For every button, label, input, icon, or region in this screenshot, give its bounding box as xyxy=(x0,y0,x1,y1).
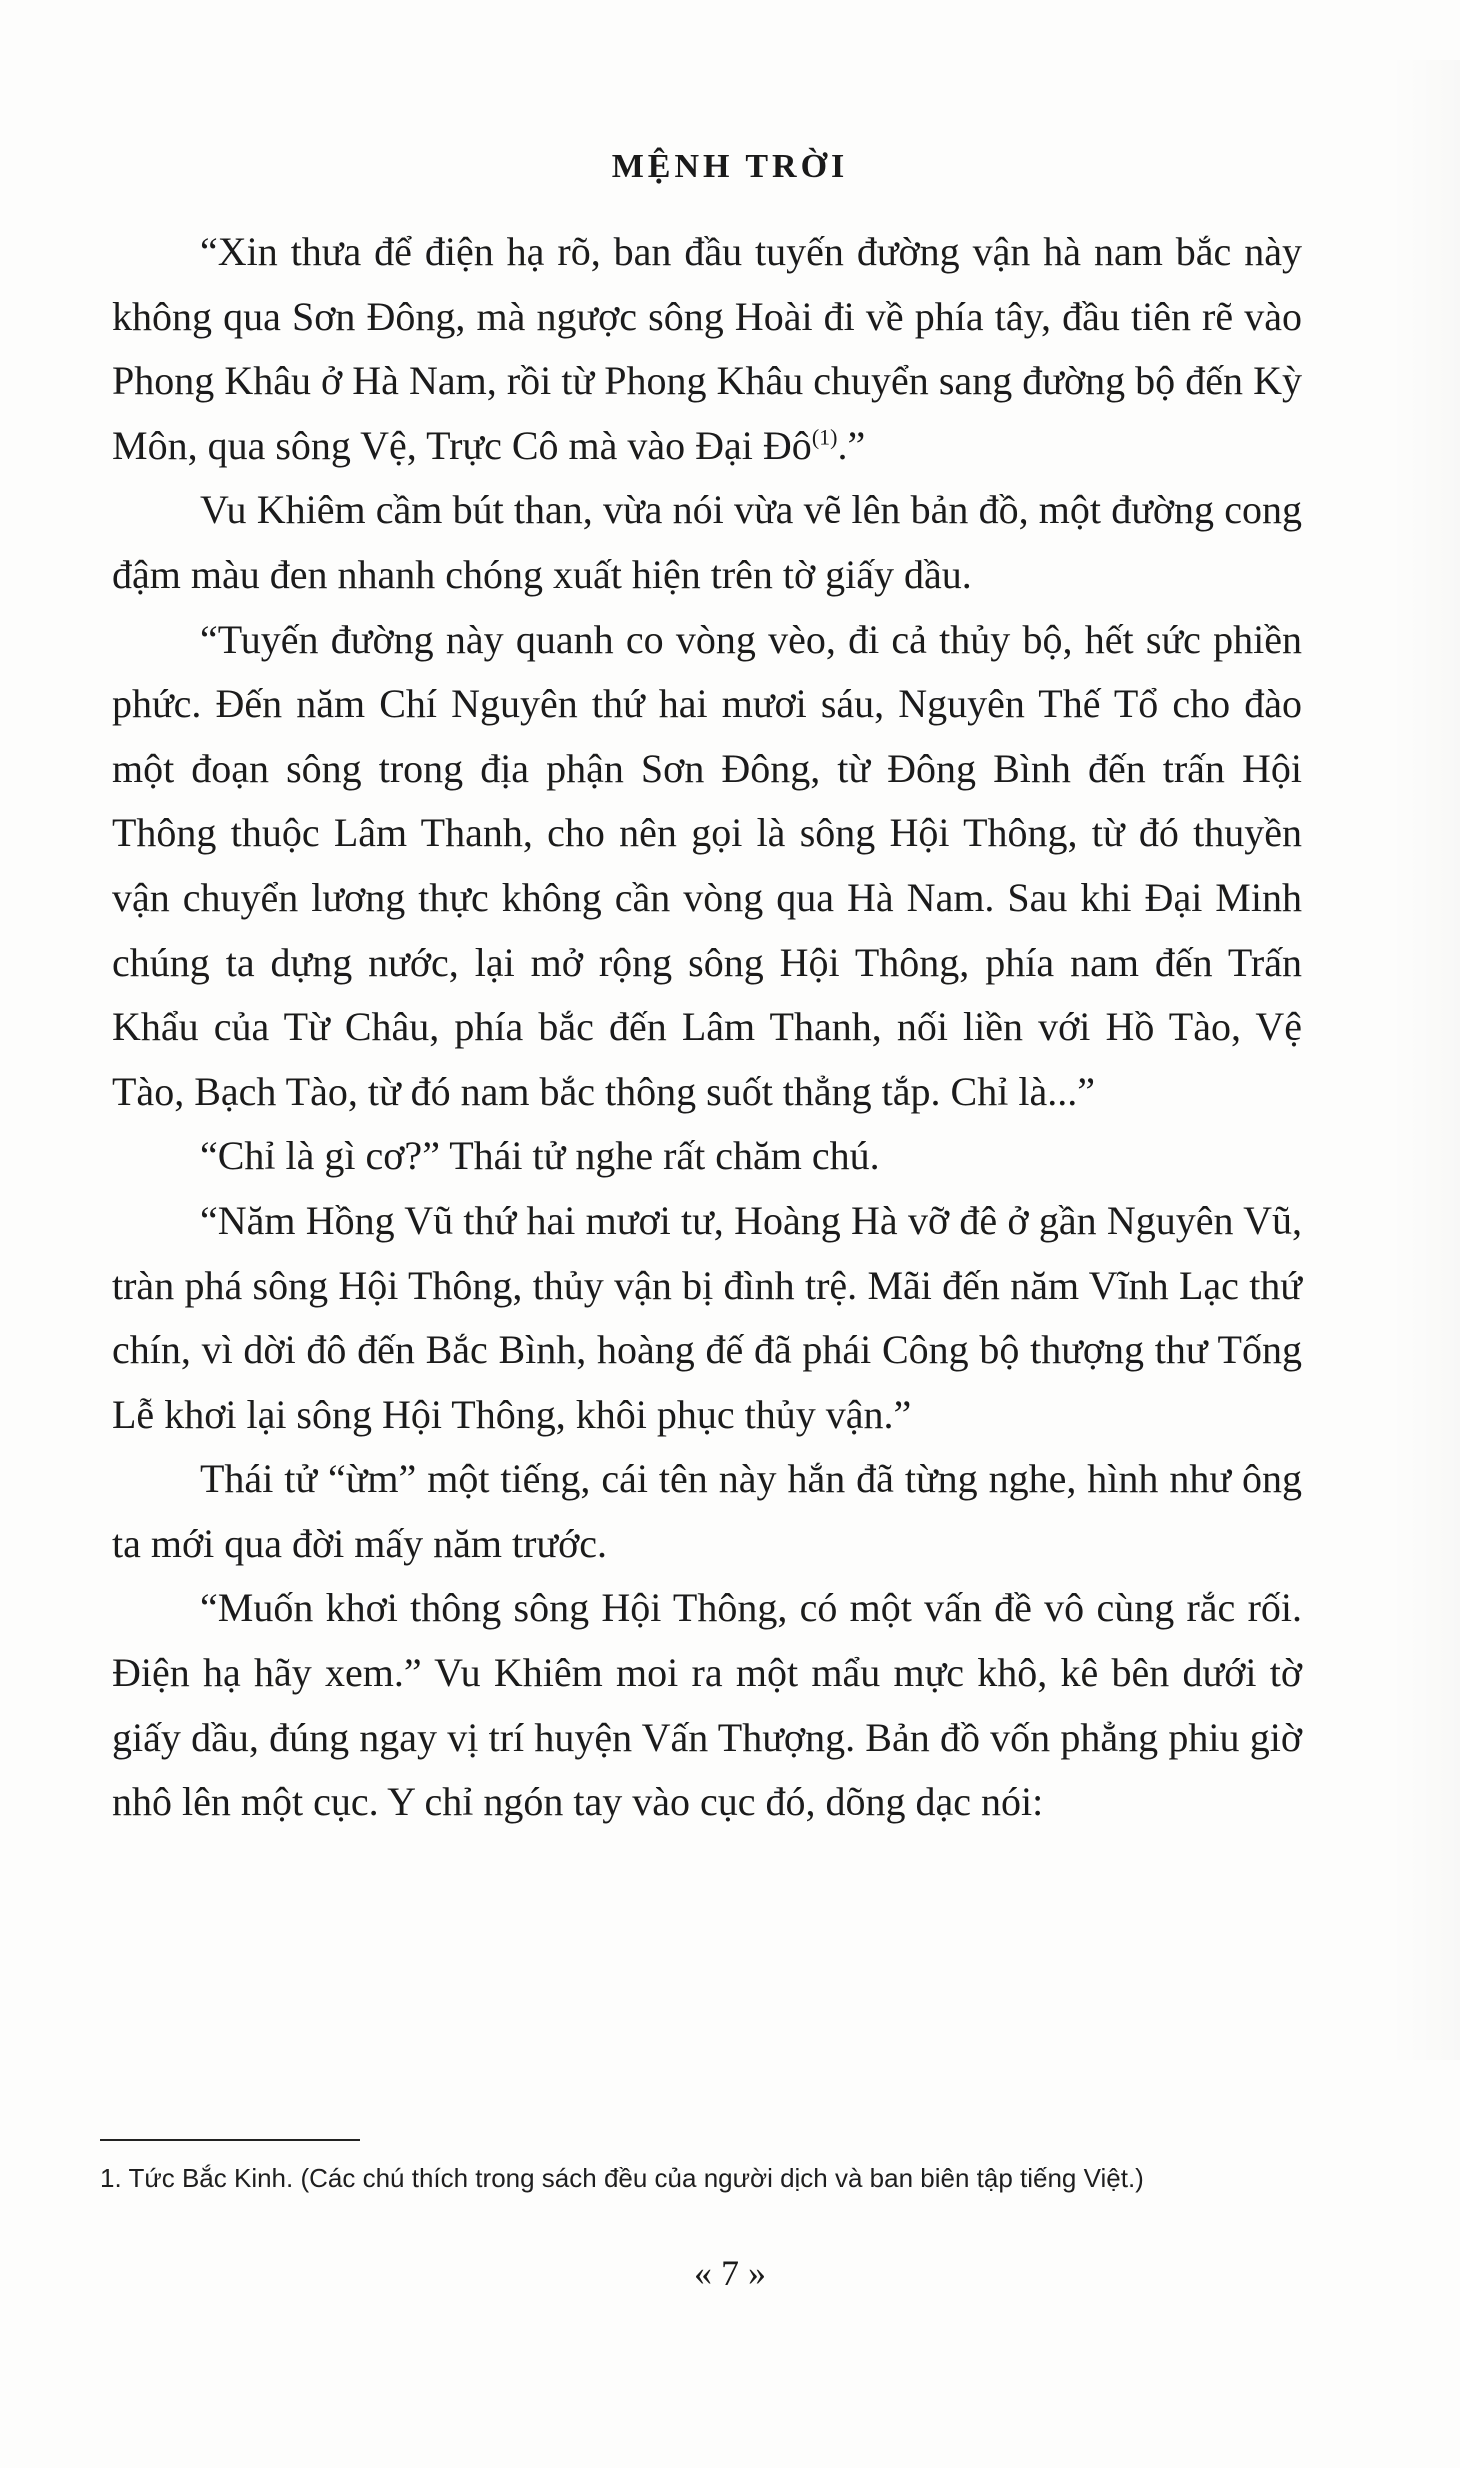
paragraph-7: “Muốn khơi thông sông Hội Thông, có một vấn đề vô cùng rắc rối. Điện hạ hãy xem.” Vu Khiêm moi ra một mẩu mực khô, kê bên dưới tờ giấy dầu, đúng ngay vị trí huyện Vấn Thượng. Bản đồ vốn phẳng phiu giờ nhô lên một cục. Y chỉ ngón tay vào cục đó, dõng dạc nói: xyxy=(112,1585,1302,1825)
page-number: « 7 » xyxy=(694,2253,766,2293)
paragraph-6: Thái tử “ừm” một tiếng, cái tên này hắn đã từng nghe, hình như ông ta mới qua đời mấy năm trước. xyxy=(112,1456,1302,1566)
paragraph-1-end: .” xyxy=(837,422,866,468)
paragraph-1 xyxy=(112,220,1302,478)
running-header: MỆNH TRỜI xyxy=(611,148,849,185)
paragraph-1-text: “Xin thưa để điện hạ rõ, ban đầu tuyến đường vận hà nam bắc này không qua Sơn Đông, mà ngược sông Hoài đi về phía tây, đầu tiên rẽ vào Phong Khâu ở Hà Nam, rồi từ Phong Khâu chuyển sang đường bộ đến Kỳ Môn, qua sông Vệ, Trực Cô mà vào Đại Đô xyxy=(112,229,1302,468)
paragraph-2: Vu Khiêm cầm bút than, vừa nói vừa vẽ lên bản đồ, một đường cong đậm màu đen nhanh chóng xuất hiện trên tờ giấy dầu. xyxy=(112,487,1302,597)
paragraph-3: “Tuyến đường này quanh co vòng vèo, đi cả thủy bộ, hết sức phiền phức. Đến năm Chí Nguyên thứ hai mươi sáu, Nguyên Thế Tổ cho đào một đoạn sông trong địa phận Sơn Đông, từ Đông Bình đến trấn Hội Thông thuộc Lâm Thanh, cho nên gọi là sông Hội Thông, từ đó thuyền vận chuyển lương thực không cần vòng qua Hà Nam. Sau khi Đại Minh chúng ta dựng nước, lại mở rộng sông Hội Thông, phía nam đến Trấn Khẩu của Từ Châu, phía bắc đến Lâm Thanh, nối liền với Hồ Tào, Vệ Tào, Bạch Tào, từ đó nam bắc thông suốt thẳng tắp. Chỉ là...” xyxy=(112,616,1302,1114)
footnote-reference: (1) xyxy=(811,424,838,450)
body-text xyxy=(112,220,1302,1835)
footnote-divider xyxy=(100,2139,360,2141)
footnote-text: 1. Tức Bắc Kinh. (Các chú thích trong sách đều của người dịch và ban biên tập tiếng Việt.) xyxy=(100,2163,1144,2193)
paragraph-5: “Năm Hồng Vũ thứ hai mươi tư, Hoàng Hà vỡ đê ở gần Nguyên Vũ, tràn phá sông Hội Thông, thủy vận bị đình trệ. Mãi đến năm Vĩnh Lạc thứ chín, vì dời đô đến Bắc Bình, hoàng đế đã phái Công bộ thượng thư Tống Lễ khơi lại sông Hội Thông, khôi phục thủy vận.” xyxy=(112,1197,1302,1437)
paragraph-4: “Chỉ là gì cơ?” Thái tử nghe rất chăm chú. xyxy=(200,1133,880,1179)
show-through-shadow xyxy=(1390,60,1460,2060)
